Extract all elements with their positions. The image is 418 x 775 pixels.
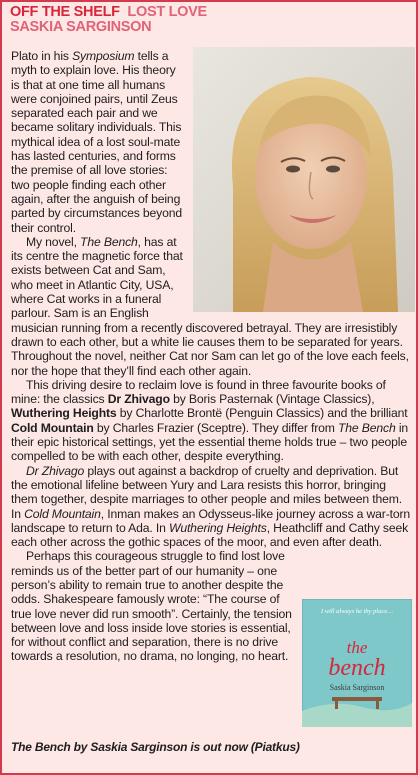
paragraph-segment: Dr Zhivago: [107, 392, 170, 407]
book-cover-image: [302, 599, 412, 727]
paragraph-segment: by Charles Frazier (Sceptre). They differ from: [93, 420, 338, 435]
paragraph-segment: , has at its centre the magnetic force that exists between Cat and Sam, who meet in Atlantic City, USA, where Cat works in a funeral parlour. Sam is an English musician running from a recently discovered betrayal. They are irresistibly drawn to each other, but a white lie causes them to be separated for years. Throughout the novel, neither Cat nor Sam can let go of the love each feels, nor the hope that they’ll find each other again.: [11, 234, 409, 378]
paragraph-segment: tells a myth to explain love. His theory is that at one time all humans were conjoined pairs, until Zeus separated each pair and we became solitary individuals. This mythical idea of a lost soul-mate has lasted centuries, and forms the premise of all love stories: two people finding each other again, after the anguish of being parted by circumstances beyond their control.: [11, 49, 182, 235]
paragraph-segment: The Bench: [337, 420, 396, 435]
paragraph-segment: Dr Zhivago: [26, 463, 85, 478]
paragraph-segment: Cold Mountain: [11, 420, 94, 435]
paragraph-segment: Perhaps this courageous struggle to find lost love reminds us of the better part of our humanity – one person’s ability to remain true to another despite the odds. Shakespeare famously wrote: “The course of true love never did run smooth”. Certainly, the tension between love and loss inside love stories is essential, for without conflict and separation, there is no drive towards a resolution, no drama, no longing, no heart.: [11, 549, 292, 664]
article-body: [11, 49, 413, 681]
paragraph-segment: by Charlotte Brontë (Penguin Classics) and the brilliant: [116, 406, 408, 421]
article-header: [10, 5, 410, 35]
paragraph-segment: Wuthering Heights: [11, 406, 117, 421]
cover-title-line2: bench: [328, 655, 386, 681]
paragraph-segment: This driving desire to reclaim love is found in three favourite books of mine: the classics: [11, 377, 386, 407]
paragraph-segment: by Boris Pasternak (Vintage Classics),: [169, 392, 375, 407]
article-topic: LOST LOVE: [127, 4, 207, 20]
paragraph-segment: Symposium: [72, 49, 135, 63]
portrait-wrap-spacer: [187, 49, 413, 315]
article-paragraph: [11, 464, 413, 550]
cover-title-line1: the: [346, 638, 368, 657]
book-credit: The Bench by Saskia Sarginson is out now (Piatkus): [11, 740, 300, 754]
paragraph-segment: , Heathcliff and Cathy seek each other across the gothic spaces of the moor, and even after death.: [11, 520, 409, 550]
section-kicker: OFF THE SHELF: [10, 4, 120, 20]
article-author: SASKIA SARGINSON: [10, 19, 152, 35]
paragraph-segment: Wuthering Heights: [168, 520, 267, 535]
cover-tagline: I will always be thy place…: [320, 608, 394, 615]
paragraph-segment: The Bench: [80, 234, 138, 249]
paragraph-segment: Cold Mountain: [24, 506, 101, 521]
paragraph-segment: My novel,: [26, 234, 81, 249]
paragraph-segment: , Inman makes an Odysseus-like journey across a war-torn landscape to return to Ada. In: [11, 506, 411, 535]
cover-author: Saskia Sarginson: [329, 683, 385, 692]
paragraph-segment: plays out against a backdrop of cruelty and deprivation. But the emotional lifeline between Yury and Lara resists this horror, bringing them together, despite marriages to other people and miles between them. In: [11, 463, 402, 521]
article-paragraph: [11, 378, 413, 464]
book-cover: [302, 599, 412, 727]
paragraph-segment: in their epic historical settings, yet the essential theme holds true – two people compelled to be with each other, despite everything.: [11, 420, 409, 464]
paragraph-segment: Plato in his: [11, 49, 73, 63]
